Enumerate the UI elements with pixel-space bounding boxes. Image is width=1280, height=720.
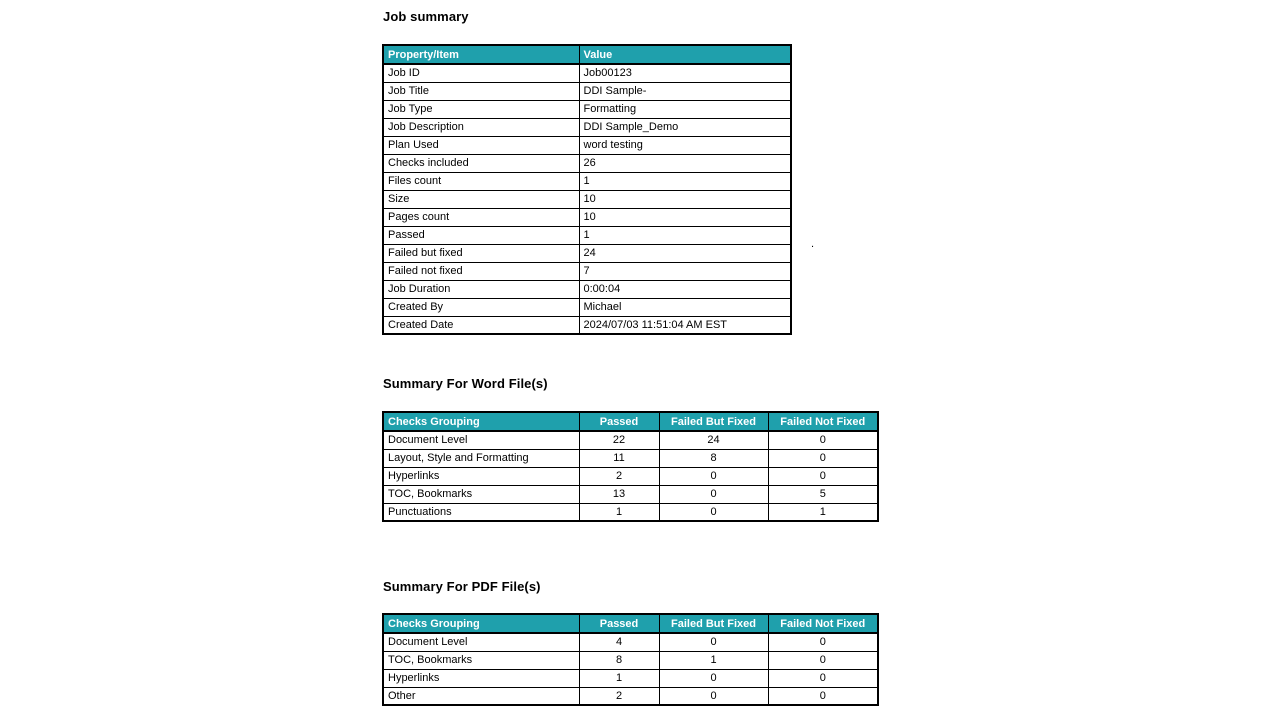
table-cell: 1 <box>579 172 791 190</box>
table-cell: 1 <box>579 669 659 687</box>
table-cell: 0 <box>768 651 878 669</box>
table-cell: TOC, Bookmarks <box>383 651 579 669</box>
table-cell: Job Duration <box>383 280 579 298</box>
table-row <box>383 687 878 705</box>
table-cell: 0 <box>768 431 878 449</box>
table-cell: 0 <box>768 669 878 687</box>
table-row <box>383 64 791 82</box>
table-cell: Layout, Style and Formatting <box>383 449 579 467</box>
table-cell: Passed <box>383 226 579 244</box>
table-row <box>383 208 791 226</box>
table-row <box>383 449 878 467</box>
table-cell: 1 <box>768 503 878 521</box>
table-row <box>383 633 878 651</box>
table-cell: Job Type <box>383 100 579 118</box>
table-cell: Created By <box>383 298 579 316</box>
table-cell: 0 <box>659 485 768 503</box>
table-cell: 1 <box>659 651 768 669</box>
table-row <box>383 280 791 298</box>
table-cell: 0 <box>659 669 768 687</box>
table-cell: Punctuations <box>383 503 579 521</box>
table-cell: 1 <box>579 503 659 521</box>
table-row <box>383 485 878 503</box>
header-row <box>383 412 878 431</box>
table-cell: Hyperlinks <box>383 669 579 687</box>
table-cell: Other <box>383 687 579 705</box>
table-cell: 0 <box>659 503 768 521</box>
table-cell: 0 <box>659 687 768 705</box>
table-cell: Created Date <box>383 316 579 334</box>
table-cell: Michael <box>579 298 791 316</box>
table-row <box>383 503 878 521</box>
table-row <box>383 669 878 687</box>
table-cell: 13 <box>579 485 659 503</box>
word-summary-title: Summary For Word File(s) <box>383 376 548 391</box>
table-cell: Document Level <box>383 431 579 449</box>
table-row <box>383 316 791 334</box>
table-row <box>383 172 791 190</box>
table-cell: 0 <box>659 467 768 485</box>
table-cell: Document Level <box>383 633 579 651</box>
table-cell: 11 <box>579 449 659 467</box>
job-summary-table <box>382 44 792 335</box>
table-cell: Checks included <box>383 154 579 172</box>
table-row <box>383 262 791 280</box>
header-row <box>383 45 791 64</box>
table-row <box>383 82 791 100</box>
table-cell: Job Title <box>383 82 579 100</box>
table-cell: 4 <box>579 633 659 651</box>
table-cell: 5 <box>768 485 878 503</box>
table-row <box>383 226 791 244</box>
table-cell: word testing <box>579 136 791 154</box>
table-cell: 24 <box>659 431 768 449</box>
table-cell: 2 <box>579 687 659 705</box>
table-cell: 0 <box>659 633 768 651</box>
table-cell: 0 <box>768 687 878 705</box>
pdf-summary-title: Summary For PDF File(s) <box>383 579 541 594</box>
table-cell: 24 <box>579 244 791 262</box>
table-cell: 26 <box>579 154 791 172</box>
table-cell: Files count <box>383 172 579 190</box>
table-cell: 10 <box>579 190 791 208</box>
table-cell: Failed not fixed <box>383 262 579 280</box>
table-cell: Plan Used <box>383 136 579 154</box>
table-row <box>383 118 791 136</box>
table-cell: 22 <box>579 431 659 449</box>
table-cell: 2024/07/03 11:51:04 AM EST <box>579 316 791 334</box>
header-row <box>383 614 878 633</box>
table-cell: 10 <box>579 208 791 226</box>
column-header: Property/Item <box>383 45 579 64</box>
column-header: Checks Grouping <box>383 412 579 431</box>
table-cell: 0:00:04 <box>579 280 791 298</box>
column-header: Failed But Fixed <box>659 614 768 633</box>
table-row <box>383 431 878 449</box>
column-header: Failed Not Fixed <box>768 614 878 633</box>
table-row <box>383 244 791 262</box>
table-cell: TOC, Bookmarks <box>383 485 579 503</box>
table-cell: Job00123 <box>579 64 791 82</box>
table-cell: DDI Sample- <box>579 82 791 100</box>
table-cell: 0 <box>768 449 878 467</box>
table-cell: 8 <box>659 449 768 467</box>
table-cell: 1 <box>579 226 791 244</box>
column-header: Passed <box>579 614 659 633</box>
table-cell: Hyperlinks <box>383 467 579 485</box>
table-cell: Pages count <box>383 208 579 226</box>
table-row <box>383 136 791 154</box>
table-row <box>383 100 791 118</box>
table-cell: Failed but fixed <box>383 244 579 262</box>
column-header: Value <box>579 45 791 64</box>
table-cell: 2 <box>579 467 659 485</box>
table-cell: 0 <box>768 467 878 485</box>
column-header: Passed <box>579 412 659 431</box>
word-summary-table <box>382 411 879 522</box>
table-cell: DDI Sample_Demo <box>579 118 791 136</box>
table-cell: Job ID <box>383 64 579 82</box>
table-cell: 7 <box>579 262 791 280</box>
table-row <box>383 154 791 172</box>
job-summary-title: Job summary <box>383 9 469 24</box>
table-cell: 8 <box>579 651 659 669</box>
table-row <box>383 467 878 485</box>
table-row <box>383 190 791 208</box>
table-cell: Job Description <box>383 118 579 136</box>
column-header: Checks Grouping <box>383 614 579 633</box>
column-header: Failed But Fixed <box>659 412 768 431</box>
table-cell: Size <box>383 190 579 208</box>
stray-dot: . <box>811 238 815 250</box>
table-cell: 0 <box>768 633 878 651</box>
table-cell: Formatting <box>579 100 791 118</box>
table-row <box>383 298 791 316</box>
table-row <box>383 651 878 669</box>
pdf-summary-table <box>382 613 879 706</box>
column-header: Failed Not Fixed <box>768 412 878 431</box>
